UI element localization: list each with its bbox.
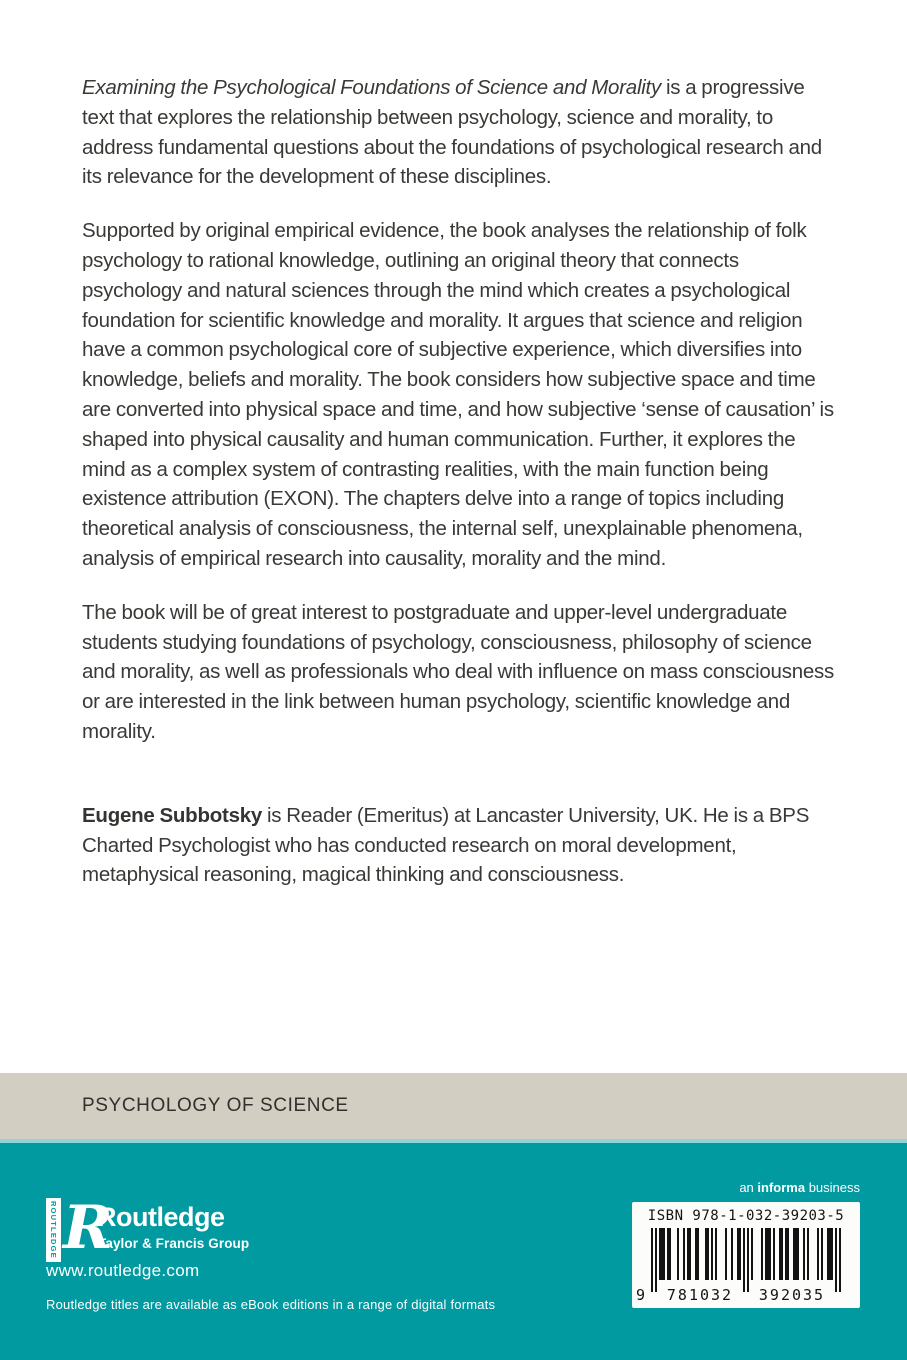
publisher-name: Routledge (97, 1202, 225, 1232)
ebook-note: Routledge titles are available as eBook editions in a range of digital formats (46, 1297, 496, 1312)
series-title: PSYCHOLOGY OF SCIENCE (82, 1095, 349, 1116)
publisher-band (0, 1139, 907, 1360)
informa-word: informa (757, 1180, 806, 1195)
informa-suffix: business (805, 1180, 860, 1195)
author-bio-text: is Reader (Emeritus) at Lancaster University, UK. He is a BPS Charted Psychologist who has conducted research on moral development, metaphysical reasoning, magical thinking and consciousness. (82, 803, 810, 887)
band-top-highlight (0, 1139, 907, 1143)
informa-prefix: an (739, 1180, 758, 1195)
informa-tagline (632, 1180, 860, 1195)
paragraph-intro-text: is a progressive text that explores the relationship between psychology, science and morality, to address fundamental questions about the foundations of psychological research and its relevance for the development of these disciplines. (82, 76, 822, 189)
ean-digits-left-group: 781032 (659, 1287, 741, 1304)
publisher-url: www.routledge.com (46, 1261, 200, 1280)
isbn-barcode-box (632, 1202, 860, 1308)
back-cover-blurb (82, 73, 839, 914)
ean-digits-right-group: 392035 (751, 1287, 833, 1304)
author-bio (82, 801, 839, 890)
series-band (0, 1073, 907, 1139)
author-name: Eugene Subbotsky (82, 803, 263, 827)
ean-digit-lead: 9 (636, 1286, 646, 1304)
isbn-label: ISBN 978-1-032-39203-5 (647, 1208, 845, 1224)
paragraph-intro (82, 73, 839, 192)
ean13-barcode (636, 1228, 841, 1304)
publisher-group: Taylor & Francis Group (98, 1236, 250, 1251)
paragraph-audience: The book will be of great interest to postgraduate and upper-level undergraduate students studying foundations of psychology, consciousness, philosophy of science and morality, as well as professionals who deal with influence on mass consciousness or are interested in the link between human psychology, scientific knowledge and morality. (82, 600, 835, 743)
book-title-italic: Examining the Psychological Foundations of Science and Morality (82, 76, 661, 99)
routledge-logo-strip (46, 1198, 61, 1262)
routledge-r-icon: R (63, 1193, 113, 1263)
routledge-logo (46, 1193, 113, 1263)
paragraph-description: Supported by original empirical evidence, the book analyses the relationship of folk psychology to rational knowledge, outlining an original theory that connects psychology and natural sciences through the mind which creates a psychological foundation for scientific knowledge and morality. It argues that science and religion have a common psychological core of subjective experience, which diversifies into knowledge, beliefs and morality. The book considers how subjective space and time are converted into physical space and time, and how subjective ‘sense of causation’ is shaped into physical causality and human communication. Further, it explores the mind as a complex system of contrasting realities, with the main function being existence attribution (EXON). The chapters delve into a range of topics including theoretical analysis of consciousness, the internal self, unexplainable phenomena, analysis of empirical research into causality, morality and the mind. (82, 219, 834, 570)
routledge-logo-vertical-text: ROUTLEDGE (49, 1201, 58, 1259)
